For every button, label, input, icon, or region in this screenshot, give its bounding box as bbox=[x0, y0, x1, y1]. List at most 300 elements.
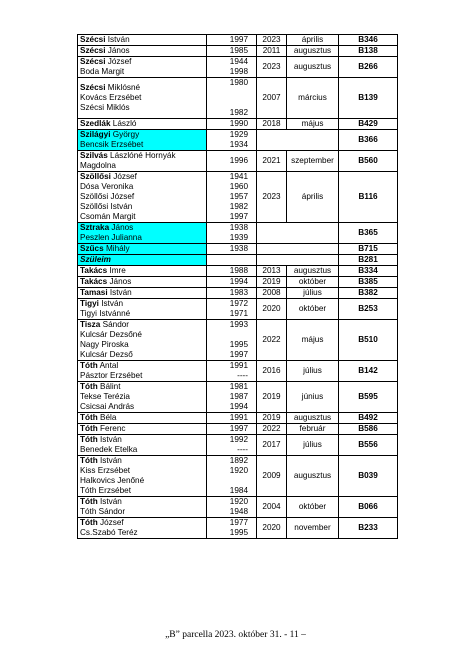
person-name bbox=[80, 182, 204, 192]
year-line: ---- bbox=[237, 371, 248, 380]
birth-years-cell bbox=[207, 413, 257, 424]
given-name: Kiss Erzsébet bbox=[80, 466, 131, 475]
person-name bbox=[80, 413, 204, 423]
expiry-year-cell bbox=[257, 244, 339, 255]
table-row bbox=[78, 266, 398, 277]
expiry-month-cell: szeptember bbox=[287, 151, 339, 172]
year-line: 1982 bbox=[229, 202, 248, 211]
year-line: 1987 bbox=[229, 392, 248, 401]
surname: Tigyi bbox=[80, 299, 99, 308]
expiry-year-cell: 2019 bbox=[257, 413, 287, 424]
year-line bbox=[209, 476, 248, 486]
birth-years-cell bbox=[207, 151, 257, 172]
year-line: 1995 bbox=[229, 528, 248, 537]
birth-years-cell bbox=[207, 46, 257, 57]
given-name: Tóth Sándor bbox=[80, 507, 126, 516]
birth-years-cell bbox=[207, 130, 257, 151]
birth-years-cell bbox=[207, 266, 257, 277]
plot-code-cell: B266 bbox=[339, 57, 398, 78]
given-name: Kulcsár Dezső bbox=[80, 350, 133, 359]
given-name: Peszlen Julianna bbox=[80, 233, 142, 242]
given-name: János bbox=[109, 277, 132, 286]
year-line: 1938 bbox=[229, 244, 248, 253]
given-name: Dósa Veronika bbox=[80, 182, 134, 191]
table-row bbox=[78, 78, 398, 119]
birth-years-cell bbox=[207, 244, 257, 255]
person-name bbox=[80, 382, 204, 392]
surname: Takács bbox=[80, 277, 108, 286]
year-line: 1934 bbox=[229, 140, 248, 149]
birth-years-cell bbox=[207, 255, 257, 266]
table-row bbox=[78, 361, 398, 382]
birth-years-cell bbox=[207, 456, 257, 497]
given-name: Bálint bbox=[100, 382, 121, 391]
person-name bbox=[80, 202, 204, 212]
person-name bbox=[80, 402, 204, 412]
surname: Szűcs bbox=[80, 244, 104, 253]
surname: Tóth bbox=[80, 456, 98, 465]
expiry-month-cell: július bbox=[287, 435, 339, 456]
given-name: János bbox=[107, 46, 130, 55]
year-line: ---- bbox=[237, 445, 248, 454]
plot-code-cell: B366 bbox=[339, 130, 398, 151]
surname: Szécsi bbox=[80, 83, 106, 92]
plot-code-cell: B138 bbox=[339, 46, 398, 57]
person-name bbox=[80, 244, 204, 254]
expiry-month-cell: augusztus bbox=[287, 413, 339, 424]
surname: Szilvás bbox=[80, 151, 108, 160]
names-cell bbox=[78, 266, 207, 277]
names-cell bbox=[78, 151, 207, 172]
given-name: Szécsi Miklós bbox=[80, 103, 130, 112]
plot-code-cell: B595 bbox=[339, 382, 398, 413]
names-cell bbox=[78, 57, 207, 78]
year-line: 1985 bbox=[229, 46, 248, 55]
table-row bbox=[78, 151, 398, 172]
person-name bbox=[80, 486, 204, 496]
surname: Tóth bbox=[80, 435, 98, 444]
expiry-year-cell: 2023 bbox=[257, 35, 287, 46]
plot-code-cell: B715 bbox=[339, 244, 398, 255]
birth-years-cell bbox=[207, 277, 257, 288]
names-cell bbox=[78, 130, 207, 151]
year-line: 1960 bbox=[229, 182, 248, 191]
person-name bbox=[80, 83, 204, 93]
plot-code-cell: B346 bbox=[339, 35, 398, 46]
given-name: Kovács Erzsébet bbox=[80, 93, 142, 102]
expiry-year-cell: 2017 bbox=[257, 435, 287, 456]
plot-code-cell: B429 bbox=[339, 119, 398, 130]
year-line: 1983 bbox=[229, 288, 248, 297]
plot-code-cell: B385 bbox=[339, 277, 398, 288]
surname: Tóth bbox=[80, 424, 98, 433]
person-name bbox=[80, 466, 204, 476]
birth-years-cell bbox=[207, 172, 257, 223]
year-line bbox=[209, 98, 248, 108]
person-name bbox=[80, 192, 204, 202]
names-cell bbox=[78, 413, 207, 424]
expiry-month-cell: augusztus bbox=[287, 46, 339, 57]
names-cell bbox=[78, 299, 207, 320]
table-row bbox=[78, 244, 398, 255]
person-name bbox=[80, 320, 204, 330]
names-cell bbox=[78, 35, 207, 46]
person-name bbox=[80, 151, 204, 161]
year-line: 1994 bbox=[229, 402, 248, 411]
surname: Szüleim bbox=[80, 255, 111, 264]
person-name bbox=[80, 371, 204, 381]
year-line: 1984 bbox=[229, 486, 248, 495]
year-line: 1997 bbox=[229, 424, 248, 433]
table-row bbox=[78, 382, 398, 413]
year-line: 1988 bbox=[229, 266, 248, 275]
person-name bbox=[80, 140, 204, 150]
given-name: Antal bbox=[99, 361, 119, 370]
year-line: 1941 bbox=[229, 172, 248, 181]
expiry-month-cell: február bbox=[287, 424, 339, 435]
surname: Tóth bbox=[80, 413, 98, 422]
plot-code-cell: B233 bbox=[339, 518, 398, 539]
expiry-year-cell: 2011 bbox=[257, 46, 287, 57]
expiry-month-cell: május bbox=[287, 119, 339, 130]
surname: Tamasi bbox=[80, 288, 108, 297]
person-name bbox=[80, 223, 204, 233]
birth-years-cell bbox=[207, 382, 257, 413]
person-name bbox=[80, 309, 204, 319]
year-line: 1939 bbox=[229, 233, 248, 242]
given-name: Ferenc bbox=[100, 424, 126, 433]
expiry-month-cell: november bbox=[287, 518, 339, 539]
year-line: 1998 bbox=[229, 67, 248, 76]
year-line: 1991 bbox=[229, 361, 248, 370]
expiry-year-cell: 2023 bbox=[257, 57, 287, 78]
plot-code-cell: B142 bbox=[339, 361, 398, 382]
expiry-year-cell: 2022 bbox=[257, 320, 287, 361]
surname: Tóth bbox=[80, 518, 98, 527]
birth-years-cell bbox=[207, 320, 257, 361]
table-row bbox=[78, 130, 398, 151]
names-cell bbox=[78, 424, 207, 435]
year-line: 1972 bbox=[229, 299, 248, 308]
year-line: 1929 bbox=[229, 130, 248, 139]
year-line: 1997 bbox=[229, 212, 248, 221]
given-name: Mihály bbox=[105, 244, 130, 253]
person-name bbox=[80, 67, 204, 77]
year-line: 1948 bbox=[229, 507, 248, 516]
expiry-year-cell: 2019 bbox=[257, 277, 287, 288]
year-line: 1980 bbox=[229, 78, 248, 87]
surname: Szécsi bbox=[80, 57, 106, 66]
person-name bbox=[80, 518, 204, 528]
plot-code-cell: B382 bbox=[339, 288, 398, 299]
given-name: Tigyi Istvánné bbox=[80, 309, 131, 318]
person-name bbox=[80, 130, 204, 140]
table-row bbox=[78, 223, 398, 244]
year-line: 1993 bbox=[229, 320, 248, 329]
table-row bbox=[78, 172, 398, 223]
given-name: Miklósné bbox=[107, 83, 141, 92]
birth-years-cell bbox=[207, 435, 257, 456]
expiry-year-cell: 2020 bbox=[257, 518, 287, 539]
table-row bbox=[78, 46, 398, 57]
names-cell bbox=[78, 223, 207, 244]
birth-years-cell bbox=[207, 78, 257, 119]
birth-years-cell bbox=[207, 518, 257, 539]
given-name: Sándor bbox=[102, 320, 130, 329]
year-line: 1944 bbox=[229, 57, 248, 66]
birth-years-cell bbox=[207, 497, 257, 518]
surname: Takács bbox=[80, 266, 108, 275]
birth-years-cell bbox=[207, 288, 257, 299]
surname: Tóth bbox=[80, 361, 98, 370]
year-line: 1982 bbox=[229, 108, 248, 117]
table-row bbox=[78, 413, 398, 424]
table-row bbox=[78, 299, 398, 320]
person-name bbox=[80, 497, 204, 507]
plot-code-cell: B116 bbox=[339, 172, 398, 223]
names-cell bbox=[78, 497, 207, 518]
expiry-month-cell: március bbox=[287, 78, 339, 119]
surname: Tóth bbox=[80, 497, 98, 506]
person-name bbox=[80, 277, 204, 287]
year-line: 1977 bbox=[229, 518, 248, 527]
expiry-month-cell: augusztus bbox=[287, 57, 339, 78]
given-name: Béla bbox=[100, 413, 117, 422]
person-name bbox=[80, 507, 204, 517]
expiry-year-cell bbox=[257, 223, 339, 244]
year-line: 1994 bbox=[229, 277, 248, 286]
year-line: 1981 bbox=[229, 382, 248, 391]
expiry-year-cell: 2013 bbox=[257, 266, 287, 277]
given-name: Szöllősi István bbox=[80, 202, 133, 211]
expiry-month-cell: október bbox=[287, 277, 339, 288]
given-name: József bbox=[113, 172, 137, 181]
expiry-year-cell: 2004 bbox=[257, 497, 287, 518]
table-row bbox=[78, 277, 398, 288]
plot-code-cell: B066 bbox=[339, 497, 398, 518]
table-row bbox=[78, 119, 398, 130]
given-name: Imre bbox=[109, 266, 126, 275]
plot-code-cell: B492 bbox=[339, 413, 398, 424]
expiry-year-cell: 2023 bbox=[257, 172, 287, 223]
grave-register-table bbox=[77, 34, 398, 539]
surname: Szécsi bbox=[80, 35, 106, 44]
expiry-year-cell: 2021 bbox=[257, 151, 287, 172]
names-cell bbox=[78, 518, 207, 539]
year-line: 1938 bbox=[229, 223, 248, 232]
plot-code-cell: B281 bbox=[339, 255, 398, 266]
given-name: Magdolna bbox=[80, 161, 116, 170]
plot-code-cell: B510 bbox=[339, 320, 398, 361]
surname: Tóth bbox=[80, 382, 98, 391]
expiry-month-cell: október bbox=[287, 299, 339, 320]
person-name bbox=[80, 340, 204, 350]
plot-code-cell: B560 bbox=[339, 151, 398, 172]
year-line: 1997 bbox=[229, 350, 248, 359]
surname: Sztraka bbox=[80, 223, 110, 232]
names-cell bbox=[78, 172, 207, 223]
given-name: László bbox=[112, 119, 137, 128]
given-name: István bbox=[100, 497, 122, 506]
person-name bbox=[80, 435, 204, 445]
person-name bbox=[80, 255, 204, 265]
person-name bbox=[80, 299, 204, 309]
table-row bbox=[78, 497, 398, 518]
table-row bbox=[78, 255, 398, 266]
birth-years-cell bbox=[207, 424, 257, 435]
person-name bbox=[80, 57, 204, 67]
given-name: Pásztor Erzsébet bbox=[80, 371, 143, 380]
surname: Szedlák bbox=[80, 119, 111, 128]
year-line: 1971 bbox=[229, 309, 248, 318]
given-name: István bbox=[101, 299, 124, 308]
person-name bbox=[80, 350, 204, 360]
person-name bbox=[80, 424, 204, 434]
table-row bbox=[78, 456, 398, 497]
names-cell bbox=[78, 361, 207, 382]
given-name: György bbox=[112, 130, 140, 139]
expiry-year-cell: 2007 bbox=[257, 78, 287, 119]
page-footer: „B” parcella 2023. október 31. - 11 – bbox=[165, 630, 306, 640]
year-line: 1920 bbox=[229, 466, 248, 475]
expiry-month-cell: július bbox=[287, 361, 339, 382]
person-name bbox=[80, 103, 204, 113]
person-name bbox=[80, 456, 204, 466]
surname: Szilágyi bbox=[80, 130, 111, 139]
given-name: Tóth Erzsébet bbox=[80, 486, 131, 495]
expiry-year-cell: 2019 bbox=[257, 382, 287, 413]
names-cell bbox=[78, 320, 207, 361]
surname: Szécsi bbox=[80, 46, 106, 55]
year-line: 1892 bbox=[229, 456, 248, 465]
given-name: István bbox=[100, 456, 122, 465]
expiry-year-cell: 2008 bbox=[257, 288, 287, 299]
person-name bbox=[80, 172, 204, 182]
surname: Tisza bbox=[80, 320, 101, 329]
names-cell bbox=[78, 255, 207, 266]
plot-code-cell: B253 bbox=[339, 299, 398, 320]
table-row bbox=[78, 288, 398, 299]
year-line bbox=[209, 88, 248, 98]
expiry-month-cell: június bbox=[287, 382, 339, 413]
given-name: Bencsik Erzsébet bbox=[80, 140, 144, 149]
year-line: 1992 bbox=[229, 435, 248, 444]
expiry-month-cell: április bbox=[287, 35, 339, 46]
given-name: Halkovics Jenőné bbox=[80, 476, 145, 485]
given-name: István bbox=[100, 435, 122, 444]
person-name bbox=[80, 330, 204, 340]
given-name: Tekse Terézia bbox=[80, 392, 130, 401]
surname: Szöllősi bbox=[80, 172, 111, 181]
grave-register-body bbox=[78, 35, 398, 539]
person-name bbox=[80, 233, 204, 243]
plot-code-cell: B039 bbox=[339, 456, 398, 497]
person-name bbox=[80, 392, 204, 402]
expiry-year-cell: 2020 bbox=[257, 299, 287, 320]
names-cell bbox=[78, 78, 207, 119]
given-name: Kulcsár Dezsőné bbox=[80, 330, 142, 339]
person-name bbox=[80, 119, 204, 129]
names-cell bbox=[78, 277, 207, 288]
expiry-month-cell: augusztus bbox=[287, 266, 339, 277]
given-name: János bbox=[111, 223, 134, 232]
expiry-month-cell: július bbox=[287, 288, 339, 299]
given-name: Cs.Szabó Teréz bbox=[80, 528, 138, 537]
person-name bbox=[80, 266, 204, 276]
year-line: 1995 bbox=[229, 340, 248, 349]
plot-code-cell: B139 bbox=[339, 78, 398, 119]
given-name: Csicsai András bbox=[80, 402, 135, 411]
year-line: 1991 bbox=[229, 413, 248, 422]
plot-code-cell: B586 bbox=[339, 424, 398, 435]
person-name bbox=[80, 361, 204, 371]
plot-code-cell: B365 bbox=[339, 223, 398, 244]
expiry-year-cell: 2018 bbox=[257, 119, 287, 130]
given-name: Csomán Margit bbox=[80, 212, 136, 221]
given-name: István bbox=[109, 288, 132, 297]
expiry-year-cell bbox=[257, 130, 339, 151]
expiry-month-cell: augusztus bbox=[287, 456, 339, 497]
expiry-month-cell: október bbox=[287, 497, 339, 518]
person-name bbox=[80, 476, 204, 486]
given-name: Szöllősi József bbox=[80, 192, 135, 201]
expiry-year-cell bbox=[257, 255, 339, 266]
names-cell bbox=[78, 119, 207, 130]
names-cell bbox=[78, 382, 207, 413]
birth-years-cell bbox=[207, 361, 257, 382]
year-line: 1957 bbox=[229, 192, 248, 201]
table-row bbox=[78, 320, 398, 361]
table-row bbox=[78, 57, 398, 78]
birth-years-cell bbox=[207, 299, 257, 320]
person-name bbox=[80, 445, 204, 455]
expiry-year-cell: 2009 bbox=[257, 456, 287, 497]
year-line: 1996 bbox=[229, 156, 248, 165]
year-line: 1990 bbox=[229, 119, 248, 128]
names-cell bbox=[78, 435, 207, 456]
year-line bbox=[209, 255, 248, 265]
given-name: József bbox=[100, 518, 124, 527]
given-name: Lászlóné Hornyák bbox=[110, 151, 176, 160]
names-cell bbox=[78, 288, 207, 299]
expiry-year-cell: 2016 bbox=[257, 361, 287, 382]
names-cell bbox=[78, 456, 207, 497]
birth-years-cell bbox=[207, 35, 257, 46]
person-name bbox=[80, 212, 204, 222]
expiry-month-cell: május bbox=[287, 320, 339, 361]
person-name bbox=[80, 528, 204, 538]
birth-years-cell bbox=[207, 119, 257, 130]
year-line: 1997 bbox=[229, 35, 248, 44]
expiry-year-cell: 2022 bbox=[257, 424, 287, 435]
given-name: Benedek Etelka bbox=[80, 445, 138, 454]
names-cell bbox=[78, 46, 207, 57]
year-line: 1920 bbox=[229, 497, 248, 506]
given-name: Nagy Piroska bbox=[80, 340, 129, 349]
given-name: Boda Margit bbox=[80, 67, 125, 76]
year-line bbox=[209, 330, 248, 340]
plot-code-cell: B334 bbox=[339, 266, 398, 277]
table-row bbox=[78, 518, 398, 539]
expiry-month-cell: április bbox=[287, 172, 339, 223]
table-row bbox=[78, 35, 398, 46]
birth-years-cell bbox=[207, 223, 257, 244]
table-row bbox=[78, 424, 398, 435]
person-name bbox=[80, 35, 204, 45]
person-name bbox=[80, 288, 204, 298]
table-row bbox=[78, 435, 398, 456]
person-name bbox=[80, 93, 204, 103]
